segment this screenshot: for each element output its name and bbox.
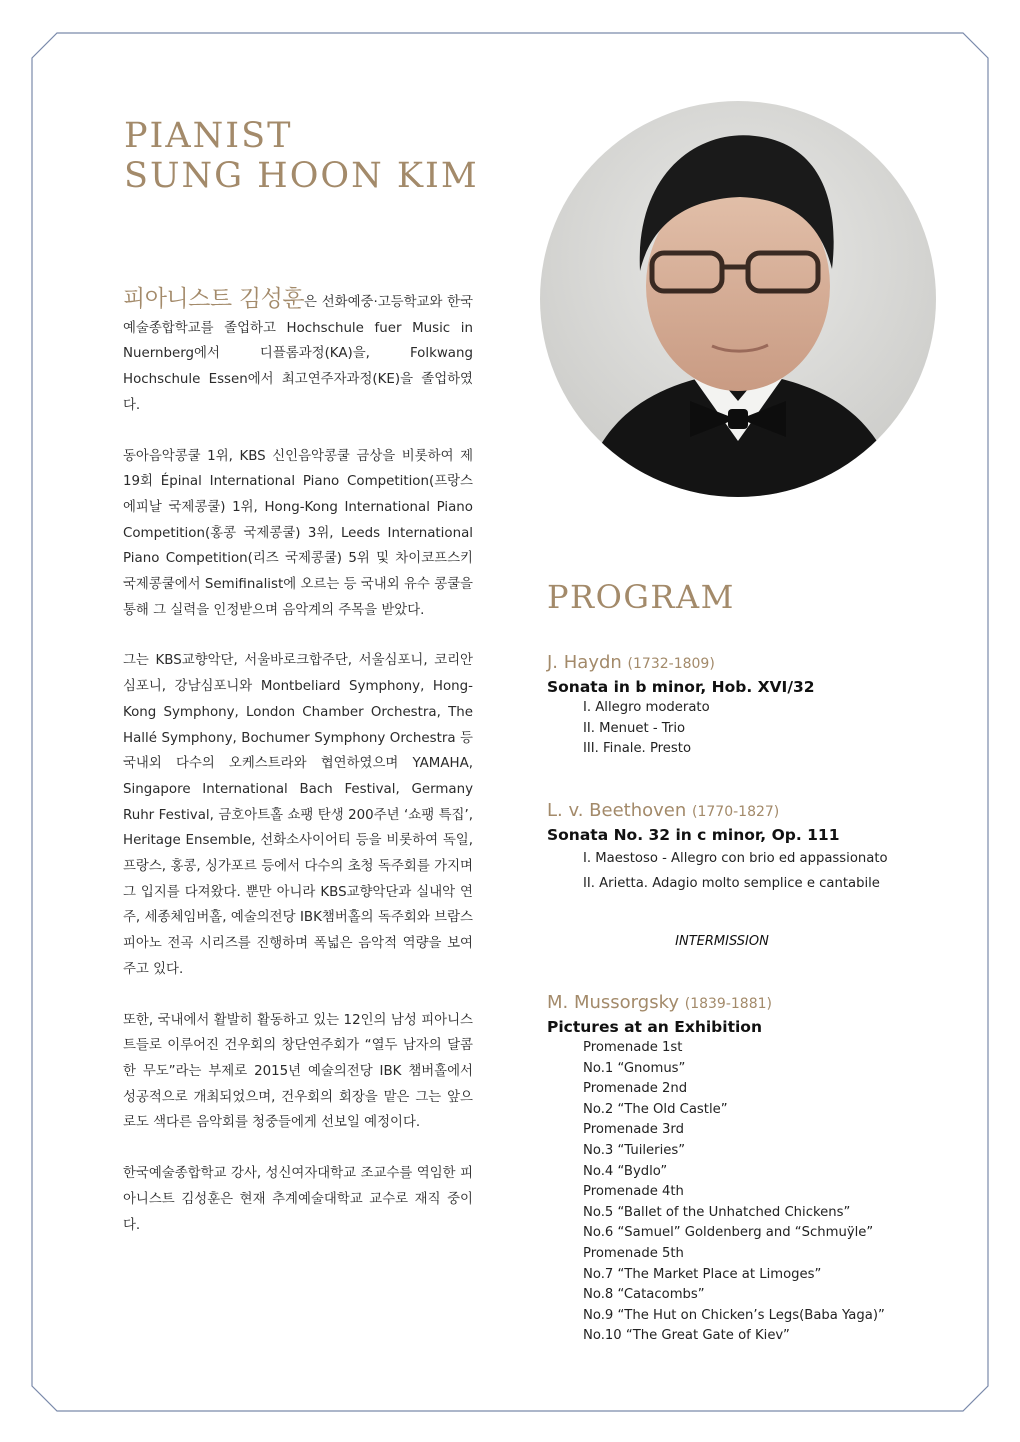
pianist-portrait [540,101,936,497]
title-line-2: SUNG HOON KIM [124,156,479,196]
composer-line [547,651,967,676]
piece-title: Sonata in b minor, Hob. XVI/32 [547,678,815,696]
piece-title: Pictures at an Exhibition [547,1018,762,1036]
movement: No.1 “Gnomus” [583,1060,686,1076]
composer-years: (1839-1881) [684,996,772,1012]
movement: No.2 “The Old Castle” [583,1101,728,1117]
page-title [124,116,479,196]
movement: Promenade 4th [583,1184,684,1200]
bio-paragraph-4: 또한, 국내에서 활발히 활동하고 있는 12인의 남성 피아니스트들로 이루어진 건우회의 창단연주회가 “열두 남자의 달콤한 무도”라는 부제로 2015년 예술의전당 IBK 챔버홀에서 성공적으로 개최되었으며, 건우회의 회장을 맡은 그는 앞으로도 색다른 음악회를 청중들에게 선보일 예정이다. [123,1012,473,1131]
composer-name: J. Haydn [547,652,622,673]
composer-name: L. v. Beethoven [547,800,687,821]
biography [123,287,473,1263]
work-beethoven [547,799,967,896]
movement: No.7 “The Market Place at Limoges” [583,1266,822,1282]
movement: I. Allegro moderato [583,700,710,715]
movement: No.9 “The Hut on Chicken’s Legs(Baba Yaga)” [583,1307,885,1323]
title-line-1: PIANIST [124,116,293,156]
intermission-label: INTERMISSION [675,934,769,949]
movement: III. Finale. Presto [583,741,692,757]
bio-paragraph-1-text: 은 선화예중·고등학교와 한국예술종합학교를 졸업하고 Hochschule fuer Music in Nuernberg에서 디플롬과정(KA)을, Folkwang Hochschule Essen에서 최고연주자과정(KE)을 졸업하였다. [123,295,473,413]
movement: No.8 “Catacombs” [583,1287,705,1303]
composer-years: (1732-1809) [627,656,715,672]
bio-paragraph-3: 그는 KBS교향악단, 서울바로크합주단, 서울심포니, 코리안심포니, 강남심포니와 Montbeliard Symphony, Hong-Kong Symphony, London Chamber Orchestra, The Hallé Symphony, Bochumer Symphony Orchestra 등 국내외 다수의 오케스트라와 협연하였으며 YAMAHA, Singapore International Bach Festival, Germany Ruhr Festival, 금호아트홀 쇼팽 탄생 200주년 ‘쇼팽 특집’, Heritage Ensemble, 선화소사이어티 등을 비롯하여 독일, 프랑스, 홍콩, 싱가포르 등에서 다수의 초청 독주회를 가지며 그 입지를 다져왔다. 뿐만 아니라 KBS교향악단과 실내악 연주, 세종체임버홀, 예술의전당 IBK챔버홀의 독주회와 브람스 피아노 전곡 시리즈를 진행하며 폭넓은 음악적 역량을 보여주고 있다. [123,653,473,977]
composer-name: M. Mussorgsky [547,992,680,1013]
bio-paragraph-2: 동아음악콩쿨 1위, KBS 신인음악콩쿨 금상을 비롯하여 제19회 Épinal International Piano Competition(프랑스 에피날 국제콩쿨) 1위, Hong-Kong International Piano Competition(홍콩 국제콩쿨) 3위, Leeds International Piano Competition(리즈 국제콩쿨) 5위 및 차이코프스키 국제콩쿨에서 Semifinalist에 오르는 등 국내외 유수 콩쿨을 통해 그 실력을 인정받으며 음악계의 주목을 받았다. [123,448,473,618]
bio-lead-name: 피아니스트 김성훈 [123,286,305,312]
movement: No.6 “Samuel” Goldenberg and “Schmuÿle” [583,1225,874,1241]
movement-list [547,1038,967,1347]
movement: No.10 “The Great Gate of Kiev” [583,1328,790,1344]
piece-title: Sonata No. 32 in c minor, Op. 111 [547,826,840,844]
composer-years: (1770-1827) [692,804,780,820]
movement: Promenade 1st [583,1040,683,1055]
movement: II. Menuet - Trio [583,720,686,736]
movement: Promenade 5th [583,1245,684,1261]
movement: I. Maestoso - Allegro con brio ed appassionato [583,851,888,866]
work-haydn [547,651,967,760]
movement-list [547,698,967,760]
movement: Promenade 3rd [583,1122,684,1138]
bio-paragraph-1 [123,287,473,419]
movement: No.3 “Tuileries” [583,1142,686,1158]
movement: No.4 “Bydlo” [583,1163,668,1179]
movement: No.5 “Ballet of the Unhatched Chickens” [583,1204,851,1220]
movement: Promenade 2nd [583,1081,688,1097]
program-heading: PROGRAM [547,578,735,616]
composer-line [547,991,967,1016]
composer-line [547,799,967,824]
movement: II. Arietta. Adagio molto semplice e cantabile [583,876,880,891]
movement-list [547,846,967,896]
work-mussorgsky [547,991,967,1347]
bio-paragraph-5: 한국예술종합학교 강사, 성신여자대학교 조교수를 역임한 피아니스트 김성훈은 현재 추계예술대학교 교수로 재직 중이다. [123,1166,473,1233]
